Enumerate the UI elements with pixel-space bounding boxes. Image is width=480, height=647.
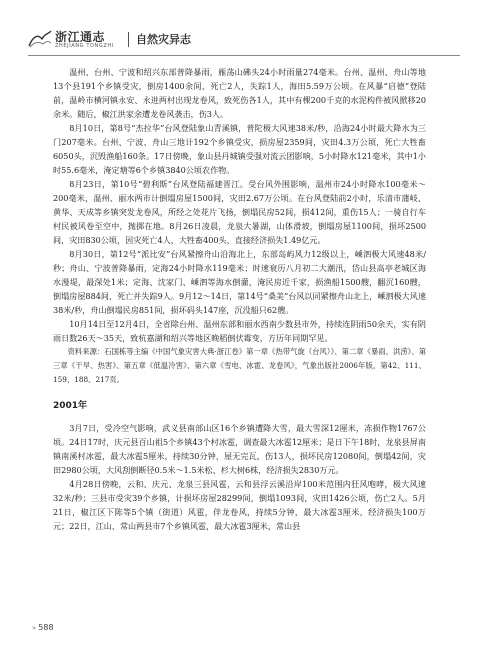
header-divider (128, 32, 129, 47)
book-title: 自然灾异志 (136, 33, 191, 46)
logo-name: 浙江通志 (55, 30, 106, 44)
paragraph: 8月23日，第10号“碧利斯”台风登陆福建晋江。受台风外围影响，温州市24小时降水100毫米～200毫米，温州、丽水两市计倒塌房屋1500间，灾田2.67万公顷。在台风登陆前2小时，乐清市蒲岐、黄华、天成等乡镇突发龙卷风，所经之处花片飞扬，倒塌民房52间，损412间，重伤15人；一骑自行车村民被风卷至空中，抛掷在地。8月26日凌晨，龙泉大暑湖，山体滑坡，倒塌房屋1100间，损坏2500间，灾田830公顷，因灾死亡4人，大牲畜400头，直接经济损失1.49亿元。 (53, 179, 426, 245)
paragraph: 8月30日，第12号“派比安”台风紧擦舟山沿海北上，东部岛屿风力12级以上，嵊泗极大风速48米/秒；舟山、宁波普降暴雨，定海24小时降水119毫米；时速衰历八月初二大潮汛，岱山县高亭老城区海水漫堤，最深处1米；定海、沈家门、嵊泗等海水倒灌，淹民房近千家，损渔船1500艘，翻沉160艘，倒塌房屋884间，死亡并失踪9人。9月12～14日，第14号“桑美”台风以同紧擦舟山北上，嵊泗极大风速38米/秒，舟山倒塌民房851间，损坏码头147座，沉没船只62艘。 (53, 249, 426, 315)
page-footer (32, 623, 54, 632)
paragraph: 4月28日傍晚，云和、庆元、龙泉三县风雹，云和县浮云溪沿岸100米范围内狂风咆哮，极大风速32米/秒；三县市受灾39个乡镇，计损坏房屋28299间，倒塌1093间，灾田1426公顷，伤亡2人。5月21日，椒江区下陈等5个镇（街道）风雹，伴龙卷风，持续5分钟，最大冰雹3厘米，经济损失100万元；22日，江山、常山两县市7个乡镇风雹，最大冰雹3厘米，常山县 (53, 479, 426, 531)
source-note: 资料来源：石国栋等主编《中国气象灾害大典·浙江卷》第一章《热带气旋（台风）》、第二章《暴雨、洪涝》、第三章《干旱、热害》、第五章《低温冷害》、第六章《雪电、冰雹、龙卷风》，气象出版社2006年版，第42、111、159、188、217页。 (53, 347, 426, 384)
paragraph: 温州、台州、宁波和绍兴东部普降暴雨，雁荡山砩头24小时雨量274毫米。台州、温州、舟山等地13个县191个乡镇受灾，倒房1400余间，死亡2人，失踪1人，海田5.59万公顷。在风暴“启德”登陆前，温岭市横河镇永安、永进两村出现龙卷风，致死伤各1人，其中有棵200千克的水泥构件被风掀移20余米。随后，椒江洪家余遭龙卷风袭击，伤3人。 (53, 67, 426, 119)
book-logo (28, 26, 118, 54)
paragraph: 3月7日，受冷空气影响，武义县南部山区16个乡镇遭降大雪，最大雪深12厘米，冻损作物1767公顷。24日17时，庆元县百山祖5个乡镇43个村冰雹，调查最大冰雹12厘米；是日下午18时，龙泉县屏南镇南溪村冰雹，最大冰雹5厘米，持续30分钟，屋无完瓦，伤13人，损坏民房12080间，倒塌42间，灾田2980公顷，大风刮倒断径0.5米～1.5米松、杉大树6株，经济损失2830万元。 (53, 423, 426, 475)
body-text (53, 65, 426, 533)
header-rule (28, 55, 460, 56)
logo-emblem-icon (28, 30, 52, 48)
logo-subtitle: ZHEJIANG TONGZHI (55, 43, 114, 49)
page-header (28, 26, 460, 56)
year-heading: 2001年 (53, 401, 88, 411)
page-marker-icon: » (32, 624, 37, 632)
paragraph: 10月14日至12月4日，全省除台州、温州东部和丽水西南少数县市外，持续连阴雨50余天，实有阴雨日数26天～35天，致杭嘉湖和绍兴等地区晚稻倒伏霉变，方历年同期罕见。 (53, 319, 426, 343)
paragraph: 8月10日，第8号“杰拉华”台风登陆象山青溪镇，普陀极大风速38米/秒，沿海24小时最大降水为三门207毫米。台州、宁波、舟山三地计192个乡镇受灾，损房屋2359间，灾田4.3万公顷，死亡大牲畜6050头，沉毁渔船160条。17日傍晚，象山县丹城镇受强对流云团影响，5小时降水121毫米，其中1小时55.6毫米，淹定塘等6个乡镇3840公顷农作物。 (53, 123, 426, 175)
page-number: 588 (38, 623, 54, 632)
